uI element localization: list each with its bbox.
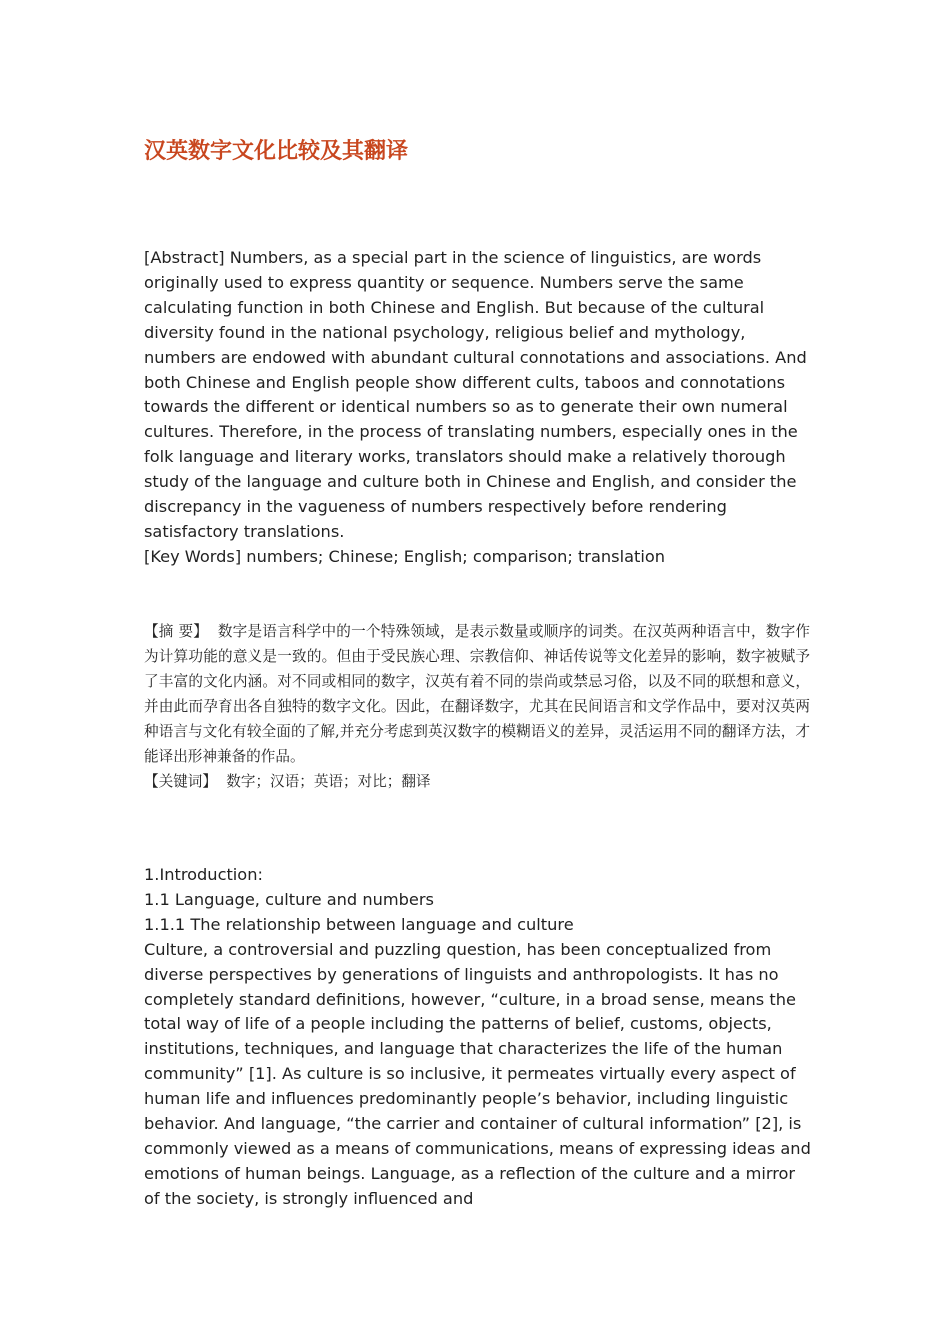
- chinese-abstract-text: 数字是语言科学中的一个特殊领域，是表示数量或顺序的词类。在汉英两种语言中，数字作为计算功能的意义是一致的。但由于受民族心理、宗教信仰、神话传说等文化差异的影响，数字被赋予了丰富的文化内涵。对不同或相同的数字，汉英有着不同的崇尚或禁忌习俗，以及不同的联想和意义，并由此而孕育出各自独特的数字文化。因此，在翻译数字，尤其在民间语言和文学作品中，要对汉英两种语言与文化有较全面的了解,并充分考虑到英汉数字的模糊语义的差异，灵活运用不同的翻译方法，才能译出形神兼备的作品。: [144, 623, 811, 765]
- chinese-keywords-text: 数字；汉语；英语；对比；翻译: [226, 773, 431, 790]
- chinese-keywords: [144, 769, 810, 794]
- english-keywords: [Key Words] numbers; Chinese; English; comparison; translation: [144, 546, 665, 566]
- chinese-abstract: [144, 619, 810, 769]
- english-abstract: [Abstract] Numbers, as a special part in the science of linguistics, are words originally used to express quantity or sequence. Numbers serve the same calculating function in both Chinese and English. But because of the cultural diversity found in the national psychology, religious belief and mythology, numbers are endowed with abundant cultural connotations and associations. And both Chinese and English people show different cults, taboos and connotations towards the different or identical numbers so as to generate their own numeral cultures. Therefore, in the process of translating numbers, especially ones in the folk language and literary works, translators should make a relatively thorough study of the language and culture both in Chinese and English, and consider the discrepancy in the vagueness of numbers respectively before rendering satisfactory translations.: [144, 248, 807, 541]
- section-heading-1-1: 1.1 Language, culture and numbers: [144, 889, 434, 909]
- section-heading-1: 1.Introduction:: [144, 865, 263, 884]
- chinese-abstract-section: [144, 619, 810, 794]
- body-paragraph: Culture, a controversial and puzzling question, has been conceptualized from diverse perspectives by generations of linguists and anthropologists. It has no completely standard definitions, however, “culture, in a broad sense, means the total way of life of a people including the patterns of belief, customs, objects, institutions, techniques, and language that characterizes the life of the human community” [1]. As culture is so inclusive, it permeates virtually every aspect of human life and influences predominantly people’s behavior, including linguistic behavior. And language, “the carrier and container of cultural information” [2], is commonly viewed as a means of communications, means of expressing ideas and emotions of human beings. Language, as a reflection of the culture and a mirror of the society, is strongly influenced and: [144, 939, 811, 1208]
- english-abstract-section: [144, 246, 814, 570]
- document-title: 汉英数字文化比较及其翻译: [144, 138, 409, 164]
- introduction-section: [144, 863, 814, 1212]
- chinese-abstract-label: 【摘 要】: [144, 623, 209, 640]
- chinese-keywords-label: 【关键词】: [144, 773, 217, 790]
- section-heading-1-1-1: 1.1.1 The relationship between language and culture: [144, 914, 574, 934]
